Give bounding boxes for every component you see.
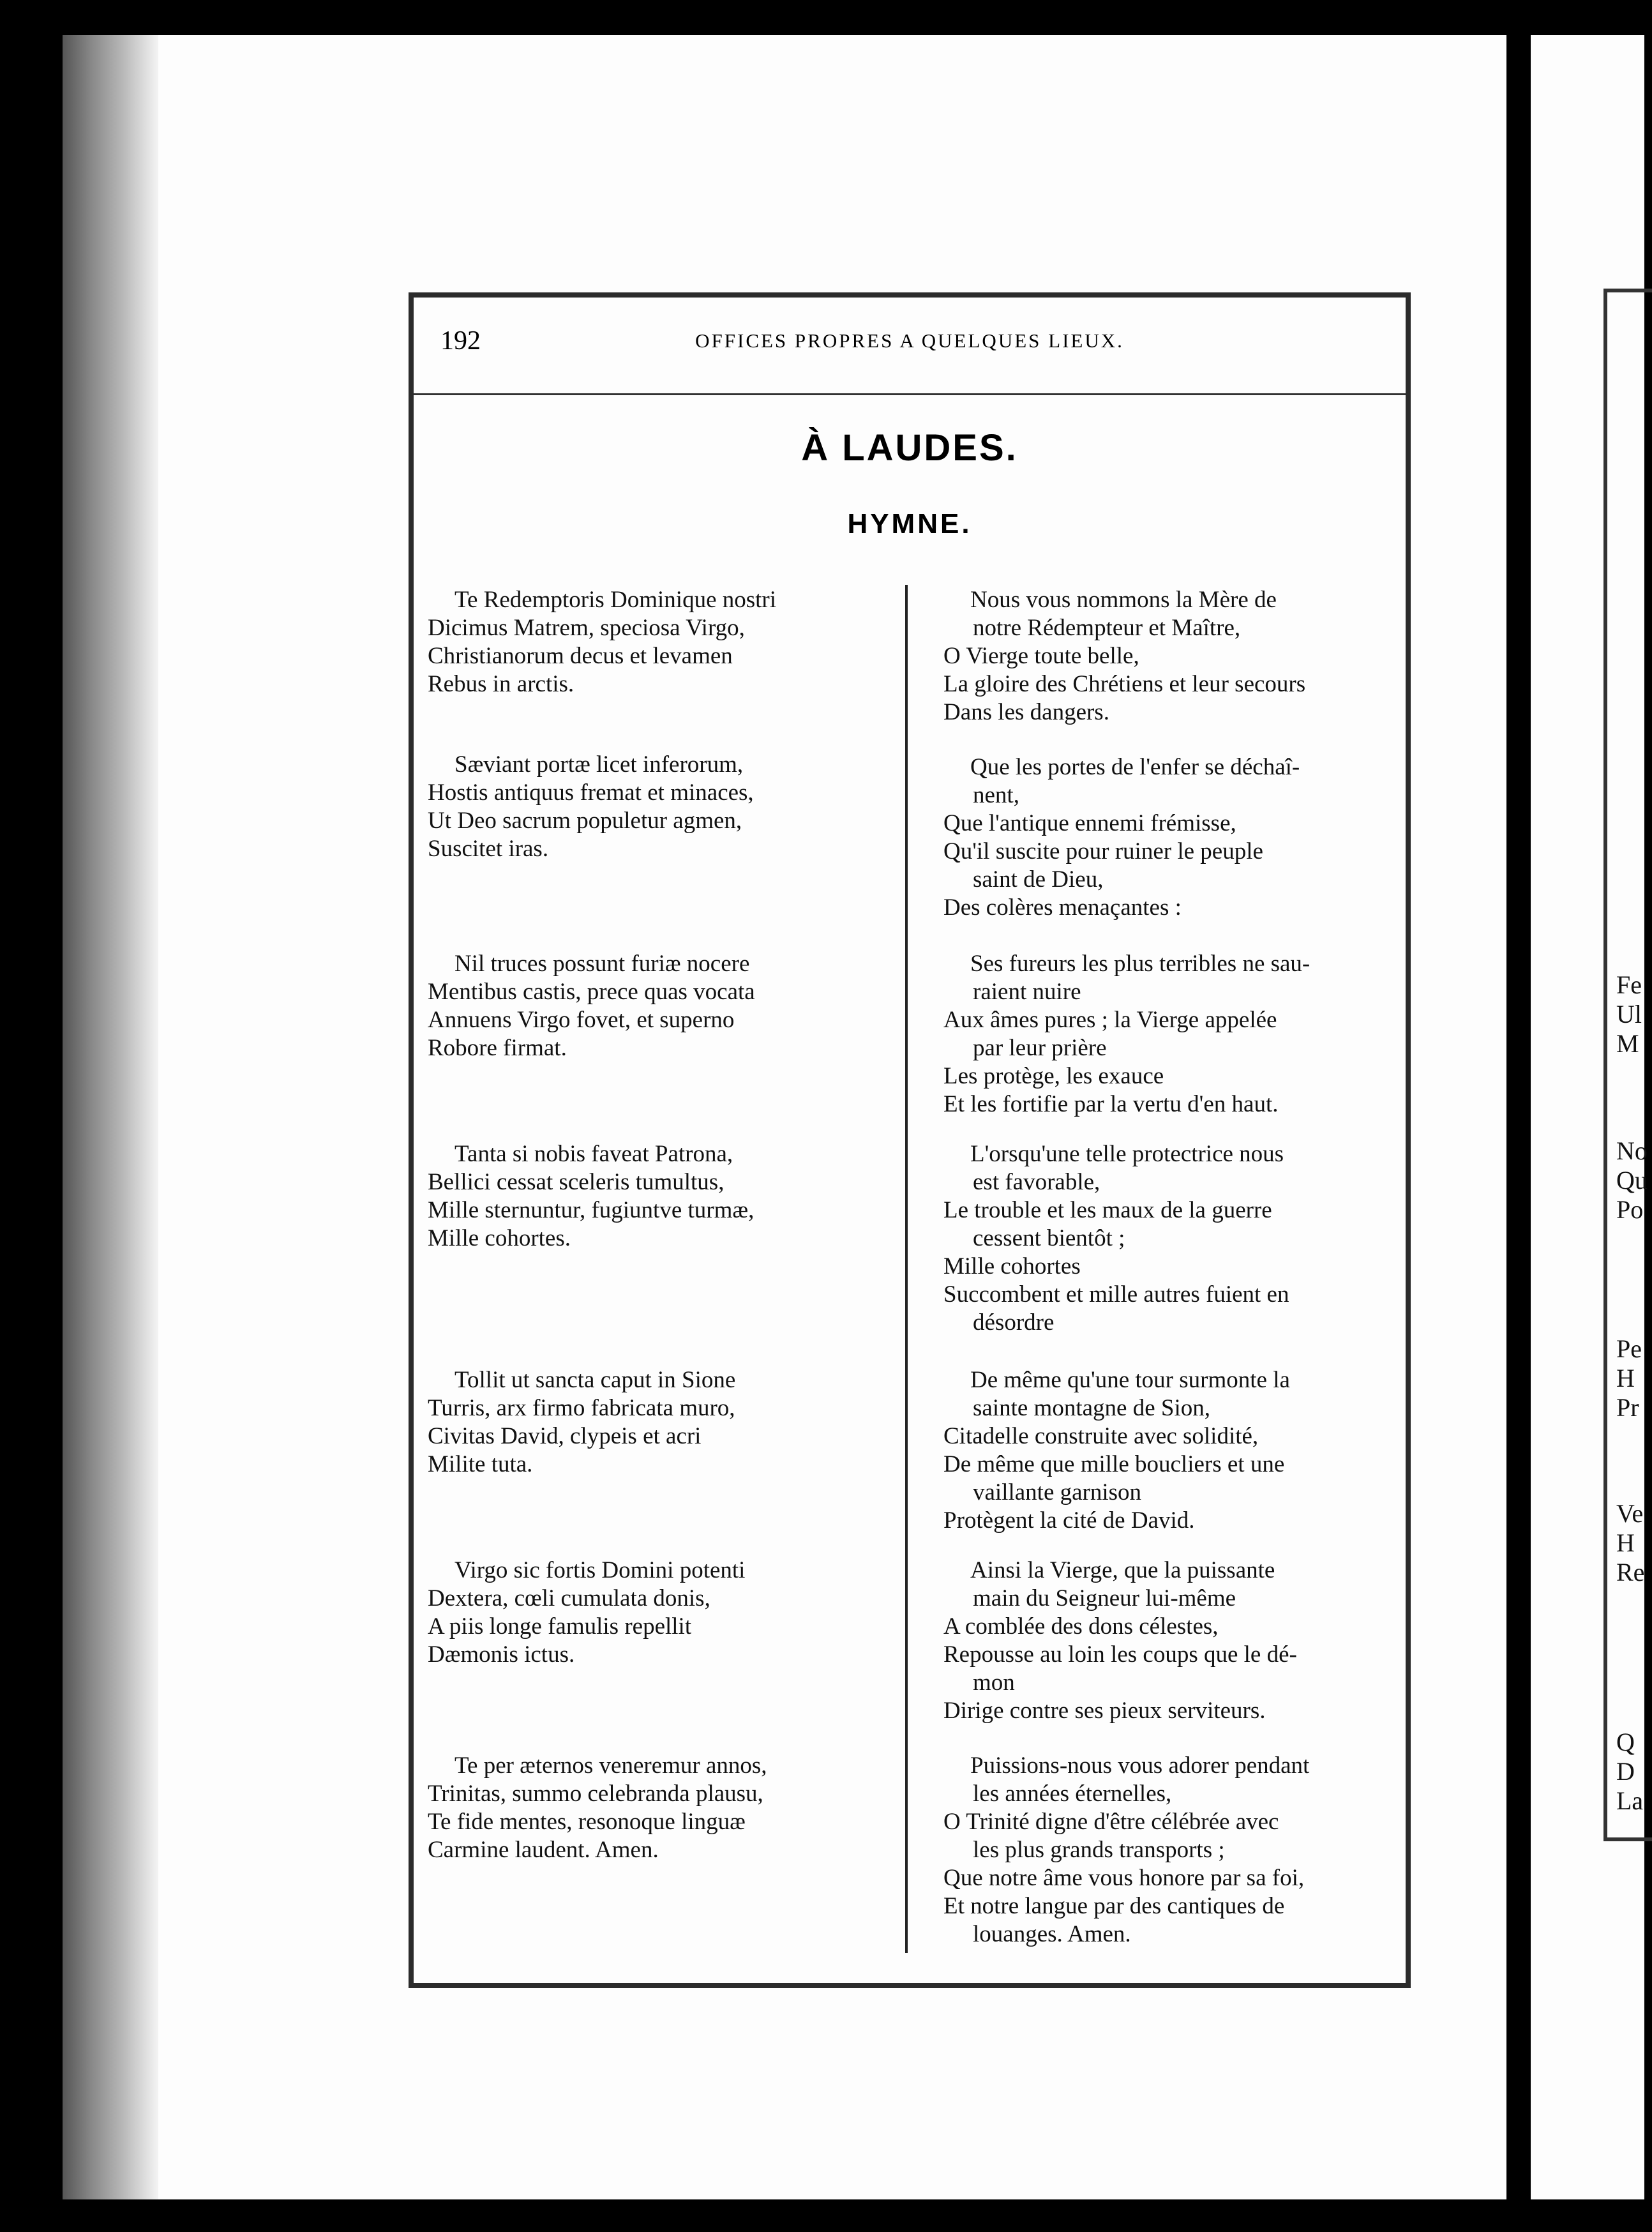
verse-line: mon xyxy=(973,1670,1015,1696)
verse-line: Carmine laudent. Amen. xyxy=(428,1837,659,1863)
french-stanza-2 xyxy=(943,753,1397,922)
verse-line: Protègent la cité de David. xyxy=(943,1507,1195,1534)
edge-letter: Pe xyxy=(1616,1334,1642,1363)
latin-stanza-7 xyxy=(428,1752,887,1864)
verse-line: Mille cohortes xyxy=(943,1253,1081,1279)
verse-line: Civitas David, clypeis et acri xyxy=(428,1423,702,1449)
verse-line: Te Redemptoris Dominique nostri xyxy=(454,587,777,613)
right-page-frame xyxy=(1603,289,1652,1841)
verse-line: par leur prière xyxy=(973,1035,1107,1061)
section-title: À LAUDES. xyxy=(801,427,1018,469)
verse-line: Ut Deo sacrum populetur agmen, xyxy=(428,808,742,834)
verse-line: A comblée des dons célestes, xyxy=(943,1613,1219,1640)
verse-line: Tollit ut sancta caput in Sione xyxy=(454,1367,736,1393)
verse-line: A piis longe famulis repellit xyxy=(428,1613,692,1640)
verse-line: Tanta si nobis faveat Patrona, xyxy=(454,1141,733,1167)
verse-line: saint de Dieu, xyxy=(973,866,1104,893)
verse-line: Nous vous nommons la Mère de xyxy=(970,587,1277,613)
latin-stanza-5 xyxy=(428,1366,887,1479)
edge-letter: La xyxy=(1616,1786,1644,1815)
verse-line: Trinitas, summo celebranda plausu, xyxy=(428,1781,763,1807)
verse-line: Nil truces possunt furiæ nocere xyxy=(454,951,750,977)
verse-line: Hostis antiquus fremat et minaces, xyxy=(428,780,754,806)
verse-line: La gloire des Chrétiens et leur secours xyxy=(943,671,1306,697)
verse-line: Te fide mentes, resonoque linguæ xyxy=(428,1809,746,1835)
verse-line: Mentibus castis, prece quas vocata xyxy=(428,979,755,1005)
verse-line: Que notre âme vous honore par sa foi, xyxy=(943,1865,1305,1891)
latin-stanza-2 xyxy=(428,751,887,863)
verse-line: De même que mille boucliers et une xyxy=(943,1451,1285,1477)
edge-letters-3 xyxy=(1616,1334,1642,1422)
french-stanza-3 xyxy=(943,950,1397,1119)
verse-line: Puissions-nous vous adorer pendant xyxy=(970,1753,1310,1779)
edge-letter: Q xyxy=(1616,1728,1635,1756)
book-gutter xyxy=(63,35,158,2199)
verse-line: Le trouble et les maux de la guerre xyxy=(943,1197,1272,1223)
verse-line: Robore firmat. xyxy=(428,1035,567,1061)
verse-line: notre Rédempteur et Maître, xyxy=(973,615,1241,641)
edge-letter: Fe xyxy=(1616,970,1642,999)
edge-letter: No xyxy=(1616,1136,1648,1165)
verse-line: Citadelle construite avec solidité, xyxy=(943,1423,1259,1449)
verse-line: Qu'il suscite pour ruiner le peuple xyxy=(943,838,1263,864)
verse-line: Sæviant portæ licet inferorum, xyxy=(454,751,744,778)
page-text-frame xyxy=(409,292,1411,1988)
verse-line: L'orsqu'une telle protectrice nous xyxy=(970,1141,1284,1167)
verse-line: Annuens Virgo fovet, et superno xyxy=(428,1007,735,1033)
edge-letter: Ve xyxy=(1616,1499,1644,1528)
verse-line: O Trinité digne d'être célébrée avec xyxy=(943,1809,1279,1835)
edge-letter: H xyxy=(1616,1528,1635,1557)
verse-line: Que l'antique ennemi frémisse, xyxy=(943,810,1236,836)
edge-letters-4 xyxy=(1616,1499,1644,1587)
page-header xyxy=(414,326,1406,364)
edge-letters-5 xyxy=(1616,1728,1643,1816)
verse-line: main du Seigneur lui-même xyxy=(973,1585,1236,1611)
edge-letter: Pr xyxy=(1616,1393,1639,1422)
verse-line: Rebus in arctis. xyxy=(428,671,574,697)
verse-line: Bellici cessat sceleris tumultus, xyxy=(428,1169,725,1195)
verse-line: O Vierge toute belle, xyxy=(943,643,1139,669)
running-title: OFFICES PROPRES A QUELQUES LIEUX. xyxy=(695,329,1124,352)
verse-line: Que les portes de l'enfer se déchaî- xyxy=(970,754,1300,780)
header-rule xyxy=(414,393,1406,395)
french-stanza-4 xyxy=(943,1140,1397,1337)
verse-line: Christianorum decus et levamen xyxy=(428,643,733,669)
verse-line: sainte montagne de Sion, xyxy=(973,1395,1210,1421)
verse-line: De même qu'une tour surmonte la xyxy=(970,1367,1290,1393)
french-stanza-7 xyxy=(943,1752,1397,1949)
verse-line: cessent bientôt ; xyxy=(973,1225,1125,1251)
latin-stanza-4 xyxy=(428,1140,887,1253)
verse-line: Turris, arx firmo fabricata muro, xyxy=(428,1395,735,1421)
verse-line: Ses fureurs les plus terribles ne sau- xyxy=(970,951,1310,977)
french-stanza-5 xyxy=(943,1366,1397,1535)
edge-letter: M xyxy=(1616,1029,1639,1058)
latin-stanza-3 xyxy=(428,950,887,1062)
verse-line: Virgo sic fortis Domini potenti xyxy=(454,1557,746,1583)
verse-line: désordre xyxy=(973,1309,1055,1336)
verse-line: Les protège, les exauce xyxy=(943,1063,1164,1089)
verse-line: Succombent et mille autres fuient en xyxy=(943,1281,1289,1308)
edge-letter: Re xyxy=(1616,1558,1645,1587)
verse-line: Mille cohortes. xyxy=(428,1225,571,1251)
verse-line: Ainsi la Vierge, que la puissante xyxy=(970,1557,1275,1583)
verse-line: les plus grands transports ; xyxy=(973,1837,1225,1863)
verse-line: Te per æternos veneremur annos, xyxy=(454,1753,767,1779)
column-divider xyxy=(905,585,908,1953)
verse-line: Et les fortifie par la vertu d'en haut. xyxy=(943,1091,1279,1117)
verse-line: Suscitet iras. xyxy=(428,836,549,862)
page-number: 192 xyxy=(440,326,481,356)
verse-line: Dans les dangers. xyxy=(943,699,1109,725)
verse-line: raient nuire xyxy=(973,979,1081,1005)
edge-letter: D xyxy=(1616,1757,1635,1786)
french-stanza-1 xyxy=(943,586,1397,727)
edge-letters-2 xyxy=(1616,1136,1648,1225)
verse-line: est favorable, xyxy=(973,1169,1100,1195)
edge-letter: Qu xyxy=(1616,1166,1648,1195)
edge-letter: H xyxy=(1616,1364,1635,1392)
verse-line: Et notre langue par des cantiques de xyxy=(943,1893,1285,1919)
verse-line: vaillante garnison xyxy=(973,1479,1142,1505)
hymn-title: HYMNE. xyxy=(847,508,972,539)
edge-letter: Ul xyxy=(1616,1000,1642,1029)
verse-line: Aux âmes pures ; la Vierge appelée xyxy=(943,1007,1277,1033)
verse-line: Dirige contre ses pieux serviteurs. xyxy=(943,1698,1266,1724)
verse-line: Des colères menaçantes : xyxy=(943,894,1182,921)
latin-stanza-1 xyxy=(428,586,887,698)
verse-line: louanges. Amen. xyxy=(973,1921,1131,1947)
verse-line: Dextera, cœli cumulata donis, xyxy=(428,1585,710,1611)
verse-line: Dicimus Matrem, speciosa Virgo, xyxy=(428,615,745,641)
edge-letters-1 xyxy=(1616,970,1642,1059)
verse-line: Mille sternuntur, fugiuntve turmæ, xyxy=(428,1197,755,1223)
edge-letter: Po xyxy=(1616,1195,1644,1224)
verse-line: nent, xyxy=(973,782,1019,808)
verse-line: les années éternelles, xyxy=(973,1781,1172,1807)
verse-line: Dæmonis ictus. xyxy=(428,1641,575,1668)
verse-line: Repousse au loin les coups que le dé- xyxy=(943,1641,1297,1668)
french-stanza-6 xyxy=(943,1557,1397,1725)
latin-stanza-6 xyxy=(428,1557,887,1669)
verse-line: Milite tuta. xyxy=(428,1451,533,1477)
